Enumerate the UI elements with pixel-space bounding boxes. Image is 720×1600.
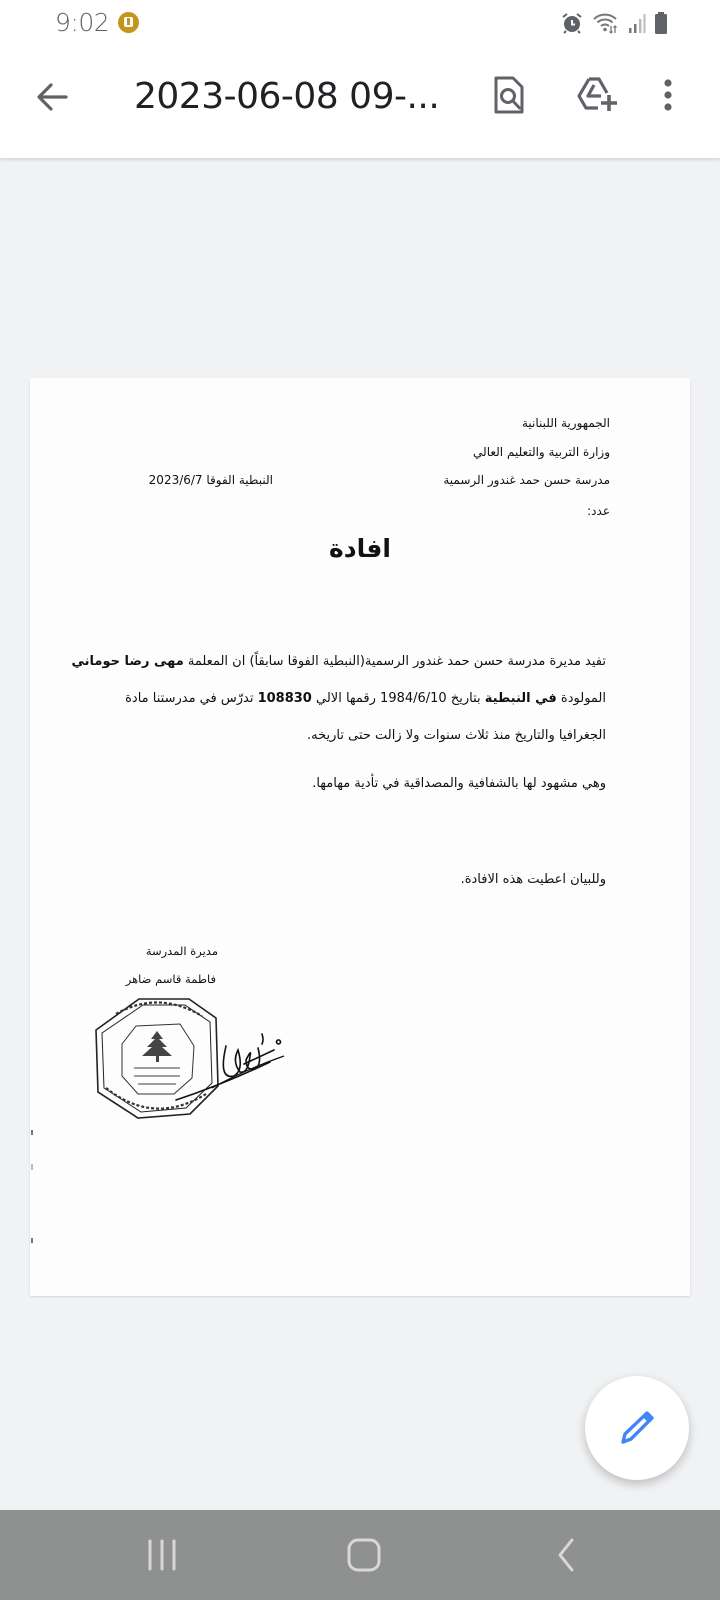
body-line-2-text-b: بتاريخ 1984/6/10 رقمها الالي [311,691,485,706]
edit-fab-button[interactable] [585,1376,689,1480]
header-number-label: عدد: [587,504,610,518]
download-notification-icon [118,12,139,33]
body-line-3: الجغرافيا والتاريخ منذ ثلاث سنوات ولا زالت حتى تاريخه. [307,728,606,743]
body-line-1-text: تفيد مديرة مدرسة حسن حمد غندور الرسمية(النبطية الفوقا سابقاً) ان المعلمة [183,654,606,669]
body-line-1 [72,654,607,669]
header-ministry: وزارة التربية والتعليم العالي [473,445,610,459]
alarm-icon [560,11,584,35]
signature-scribble [176,1034,281,1100]
signature-name: فاطمة قاسم ضاهر [125,972,216,986]
body-line-4: وهي مشهود لها بالشفافية والمصداقية في تأدية مهامها. [312,776,606,791]
body-line-2-text-a: المولودة [556,691,606,706]
scan-artifact [31,1238,33,1243]
teacher-name: مهى رضا حوماني [71,654,184,669]
wifi-icon [592,11,620,35]
birthplace: في النبطية [484,691,557,706]
battery-icon [654,11,668,35]
back-nav-button[interactable] [536,1530,596,1580]
edit-pencil-icon [617,1408,657,1448]
more-options-button[interactable] [645,72,691,118]
arrow-back-icon [30,74,76,120]
status-icons [560,10,668,36]
signature-role: مديرة المدرسة [145,944,218,958]
document-viewer[interactable] [0,158,720,1510]
status-bar [0,0,720,46]
find-in-page-icon [491,75,527,115]
closing-line: وللبيان اعطيت هذه الافادة. [460,872,606,887]
back-button[interactable] [30,74,76,120]
cedar-tree-icon [142,1031,172,1056]
header-place-date: النبطية الفوقا 2023/6/7 [148,473,273,487]
recent-apps-button[interactable] [132,1530,192,1580]
drive-add-icon [575,75,619,115]
official-stamp [94,996,294,1126]
header-republic: الجمهورية اللبنانية [521,416,610,430]
signal-icon [628,12,646,34]
document-page [30,378,690,1296]
body-line-2 [125,691,606,706]
document-title-heading: افادة [329,534,391,563]
app-bar [0,46,720,158]
scan-artifact [31,1130,33,1135]
teacher-id-number: 108830 [257,691,312,706]
find-in-document-button[interactable] [486,72,532,118]
header-school: مدرسة حسن حمد غندور الرسمية [443,473,610,487]
add-to-drive-button[interactable] [574,72,620,118]
back-chevron-icon [554,1537,578,1573]
document-title: 2023-06-08 09-... [134,76,440,117]
scan-artifact [31,1164,33,1170]
home-button[interactable] [334,1530,394,1580]
system-nav-bar [0,1510,720,1600]
body-line-2-text-c: تدرّس في مدرستنا مادة [125,691,258,706]
status-time: 9:02 [55,8,110,37]
home-icon [346,1537,382,1573]
more-vert-icon [662,77,674,113]
recents-icon [146,1538,178,1572]
